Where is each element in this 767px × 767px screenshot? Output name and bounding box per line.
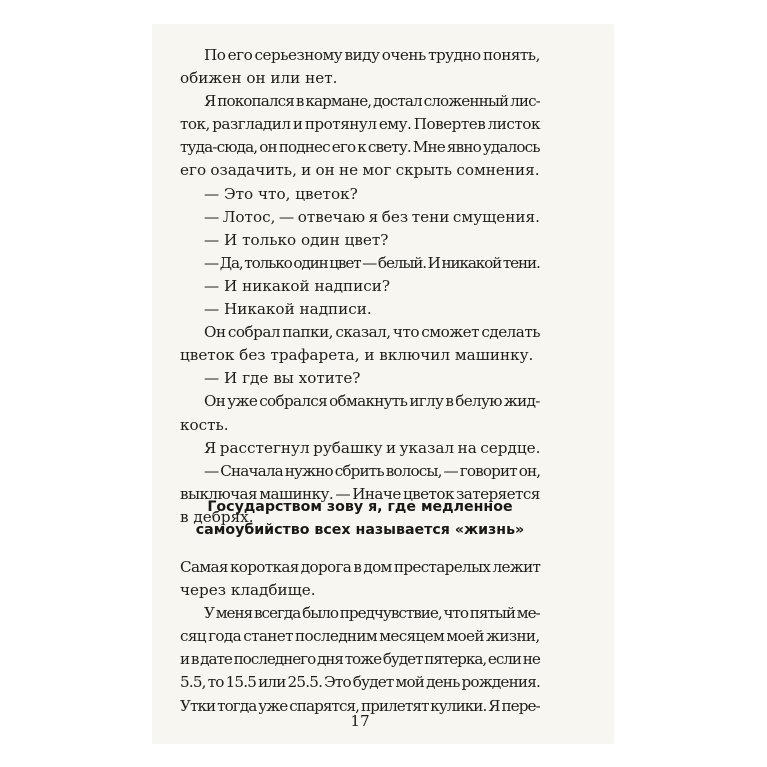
section-heading <box>180 496 540 542</box>
text-line: и в дате последнего дня тоже будет пятерка, если не <box>180 650 540 669</box>
text-line: Я расстегнул рубашку и указал на сердце. <box>204 438 541 457</box>
text-line: — И только один цвет? <box>204 230 389 249</box>
text-line: — Да, только один цвет — белый. И никакой тени. <box>204 253 540 272</box>
text-line: туда-сюда, он поднес его к свету. Мне явно удалось <box>180 138 540 157</box>
text-line: кость. <box>180 415 229 434</box>
text-line: У меня всегда было предчувствие, что пятый ме- <box>204 604 540 623</box>
text-line: Самая короткая дорога в дом престарелых лежит <box>180 558 541 576</box>
text-line: — Никакой надписи. <box>204 300 372 319</box>
text-line: через кладбище. <box>180 581 316 600</box>
text-line: ток, разгладил и протянул ему. Повертев листок <box>180 115 540 134</box>
text-line: — И где вы хотите? <box>204 369 361 388</box>
text-line: Утки тогда уже спарятся, прилетят кулики. Я пере- <box>180 696 540 715</box>
text-line: 5.5, то 15.5 или 25.5. Это будет мой день рождения. <box>180 673 540 692</box>
text-line: — Это что, цветок? <box>204 184 358 203</box>
text-line: Он уже собрался обмакнуть иглу в белую жид- <box>204 392 540 411</box>
text-line: Он собрал папки, сказал, что сможет сделать <box>204 323 540 342</box>
text-line: Я покопался в кармане, достал сложенный лис- <box>204 92 540 111</box>
text-line: выключая машинку. — Иначе цветок затеряется <box>180 484 540 503</box>
text-line: — Лотос, — отвечаю я без тени смущения. <box>204 207 540 226</box>
text-line: его озадачить, и он не мог скрыть сомнения. <box>180 161 540 180</box>
text-line: обижен он или нет. <box>180 69 338 88</box>
heading-line-2: самоубийство всех называется «жизнь» <box>195 522 525 539</box>
page-number: 17 <box>350 712 370 730</box>
text-line: цветок без трафарета, и включил машинку. <box>180 346 534 365</box>
text-line: По его серьезному виду очень трудно понять, <box>204 46 540 64</box>
text-line: в дебрях. <box>180 507 254 526</box>
text-line: — Сначала нужно сбрить волосы, — говорит он, <box>204 461 541 480</box>
text-line: — И никакой надписи? <box>204 276 391 295</box>
text-line: сяц года станет последним месяцем моей жизни, <box>180 627 540 646</box>
body-text-block-2 <box>180 556 540 718</box>
heading-line-1: Государством зову я, где медленное <box>207 499 513 515</box>
body-text-block <box>180 44 540 529</box>
